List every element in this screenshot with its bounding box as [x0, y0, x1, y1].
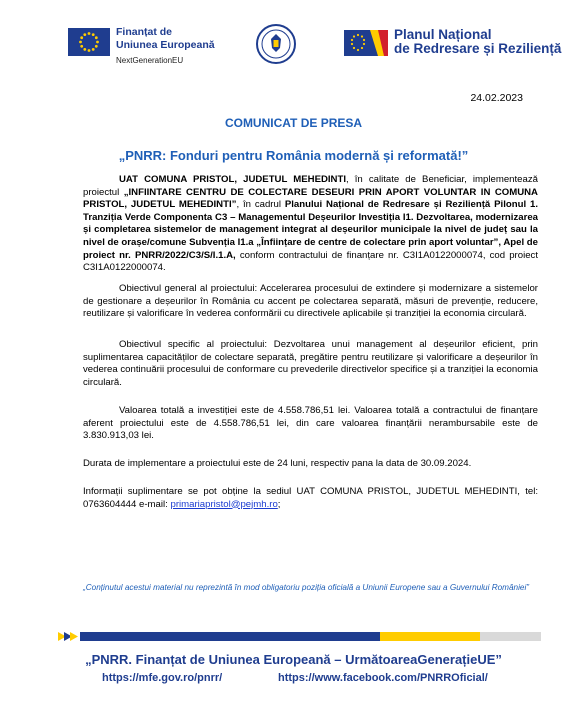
eu-logo-line2: Uniunea Europeană	[116, 39, 215, 51]
footer-slogan: „PNRR. Finanțat de Uniunea Europeană – UrmătoareaGenerațieUE”	[85, 652, 502, 667]
eu-funding-logo-text	[116, 26, 215, 67]
paragraph-implementation-duration: Durata de implementare a proiectului este de 24 luni, respectiv pana la data de 30.09.2024.	[83, 458, 472, 469]
paragraph-project-intro	[83, 174, 538, 275]
pnrr-flag-icon	[344, 30, 388, 56]
press-release-heading: COMUNICAT DE PRESA	[224, 116, 363, 130]
eu-logo-line3: NextGenerationEU	[116, 56, 184, 65]
pnrr-logo-line2: de Redresare și Reziliență	[394, 41, 562, 56]
paragraph-investment-value: Valoarea totală a investiției este de 4.558.786,51 lei. Valoarea totală a contractului de finanțare aferent proiectului este de 4.558.786,51 lei, din care valoarea finanțării nerambursabile este de 3.830.913,03 lei.	[83, 405, 538, 442]
eu-logo-line1: Finanțat de	[116, 26, 173, 38]
paragraph-specific-objective: Obiectivul specific al proiectului: Dezvoltarea unui management al deșeurilor eficient, prin suplimentarea capacităților de colectare separată, pregătire pentru reutilizare și valorificare a deșeurilor în vederea continuării procesului de conformare cu prevederile directivelor specifice și a tranziției la economia circulară.	[83, 339, 538, 388]
eu-flag-icon	[68, 28, 110, 56]
document-date: 24.02.2023	[470, 92, 523, 104]
contact-text: Informații suplimentare se pot obține la sediul UAT COMUNA PRISTOL, JUDETUL MEHEDINTI, tel: 0763604444 e-mail:	[83, 486, 538, 510]
main-title: „PNRR: Fonduri pentru România modernă și reformată!”	[118, 148, 469, 163]
footer-link-facebook[interactable]: https://www.facebook.com/PNRROficial/	[278, 672, 488, 684]
email-link[interactable]: primariapristol@pejmh.ro	[170, 498, 278, 510]
disclaimer-text: „Conținutul acestui material nu reprezintă în mod obligatoriu poziția oficială a Uniunii Europene sau a Guvernului României”	[83, 583, 530, 592]
pnrr-logo-text	[394, 28, 561, 56]
paragraph-contact-info	[83, 486, 538, 511]
footer-decorative-bar	[58, 628, 541, 637]
contact-end: ;	[277, 498, 281, 510]
project-name: „INFIINTARE CENTRU DE COLECTARE DESEURI PRIN APORT VOLUNTAR IN COMUNA PRISTOL, JUDETUL MEHEDINTI”	[83, 186, 538, 211]
program-reference: Planului Național de Redresare și Reziliență Pilonul 1. Tranziția Verde Componenta C3 – Managementul Deșeurilor Investiția I1. Dezvoltarea, modernizarea și completarea sistemelor de management integrat al deșeurilor municipale la nivel de județ sau la nivel de orașe/comune Subvenția I1.a „Înființare de centre de colectare prin aport voluntar”, Apel de proiect nr. PNRR/2022/C3/S/I.1.A,	[83, 199, 538, 261]
contract-reference: conform contractului de finanțare nr. C3I1A0122000074, cod proiect C3I1A0122000074.	[83, 249, 538, 274]
romania-government-seal-icon	[256, 24, 296, 64]
paragraph-general-objective: Obiectivul general al proiectului: Accelerarea procesului de extindere și modernizare a sistemelor de gestionare a deșeurilor în România cu accent pe colectarea separată, măsuri de prevenție, reducere, reutilizare și valorificare în vederea conformării cu directivele aplicabile și tranziției la economia circulară.	[83, 283, 538, 320]
footer-link-mfe[interactable]: https://mfe.gov.ro/pnrr/	[102, 672, 223, 684]
intro-text-1: , în calitate de Beneficiar, implementează proiectul	[83, 174, 538, 198]
intro-text-2: , în cadrul	[236, 199, 285, 211]
pnrr-logo-line1: Planul Național	[394, 27, 492, 42]
beneficiary-name: UAT COMUNA PRISTOL, JUDETUL MEHEDINTI	[119, 174, 347, 185]
